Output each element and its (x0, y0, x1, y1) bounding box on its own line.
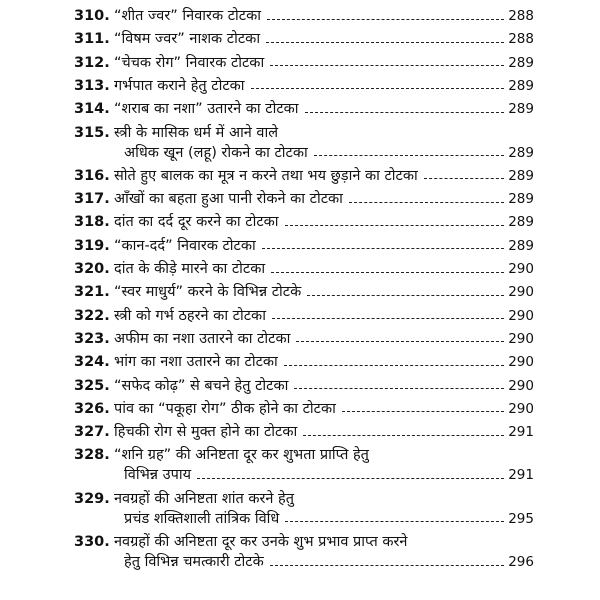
page-number: 290 (508, 307, 534, 324)
page-number: 295 (508, 510, 534, 527)
entry-title-line: “विषम ज्वर” नाशक टोटका (114, 31, 261, 48)
entry-title-line: गर्भपात कराने हेतु टोटका (114, 77, 245, 94)
dot-leader (197, 478, 504, 479)
entry-title-line: भांग का नशा उतारने का टोटका (114, 354, 278, 371)
entry-title-line: सोते हुए बालक का मूत्र न करने तथा भय छुड़ाने का टोटका (114, 167, 418, 184)
entry-number: 324. (74, 354, 110, 371)
entry-title-line: विभिन्न उपाय (124, 467, 191, 484)
entry-title-line: दांत का दर्द दूर करने का टोटका (114, 214, 279, 231)
index-entry (74, 166, 534, 186)
index-entry (74, 352, 534, 372)
page-number: 290 (508, 284, 534, 301)
entry-number: 318. (74, 214, 110, 231)
entry-number: 323. (74, 330, 110, 347)
entry-number: 326. (74, 400, 110, 417)
index-entry (74, 6, 534, 26)
entry-title-line: नवग्रहों की अनिष्टता शांत करने हेतु (114, 490, 295, 507)
entry-title-line: दांत के कीड़े मारने का टोटका (114, 261, 266, 277)
page-number: 290 (508, 377, 534, 394)
dot-leader (285, 521, 504, 522)
page-number: 291 (508, 424, 534, 441)
dot-leader (424, 178, 504, 179)
entry-title-line: प्रचंड शक्तिशाली तांत्रिक विधि (124, 510, 280, 527)
dot-leader (296, 341, 504, 342)
index-entry (74, 123, 534, 163)
index-entry (74, 422, 534, 442)
entry-title-line: अफीम का नशा उतारने का टोटका (114, 330, 291, 347)
page-number: 289 (508, 191, 534, 208)
page-number: 289 (508, 167, 534, 184)
page-number: 290 (508, 354, 534, 371)
index-entry (74, 399, 534, 419)
index-entry (74, 329, 534, 349)
page-number: 289 (508, 101, 534, 118)
entry-number: 319. (74, 237, 110, 254)
page-number: 289 (508, 77, 534, 94)
dot-leader (266, 42, 504, 43)
page-number: 296 (508, 554, 534, 570)
entry-number: 322. (74, 307, 110, 324)
page-number: 289 (508, 214, 534, 231)
index-entry (74, 306, 534, 326)
index-entry (74, 376, 534, 396)
entry-number: 325. (74, 377, 110, 394)
dot-leader (314, 155, 505, 156)
entry-title-line: स्त्री के मासिक धर्म में आने वाले (114, 124, 279, 141)
dot-leader (305, 112, 505, 113)
entry-title-line: आँखों का बहता हुआ पानी रोकने का टोटका (114, 191, 343, 208)
index-entry (74, 489, 534, 529)
index-entry (74, 445, 534, 485)
entry-number: 328. (74, 447, 110, 464)
entry-title-line: पांव का “पकूहा रोग” ठीक होने का टोटका (114, 400, 336, 417)
index-entry (74, 532, 534, 572)
index-entry (74, 282, 534, 302)
page-number: 290 (508, 400, 534, 417)
entry-number: 327. (74, 424, 110, 441)
dot-leader (271, 272, 504, 273)
page-number: 289 (508, 237, 534, 254)
page-number: 290 (508, 261, 534, 277)
dot-leader (267, 19, 504, 20)
index-entry (74, 189, 534, 209)
entry-number: 310. (74, 8, 110, 24)
dot-leader (284, 365, 504, 366)
index-entry (74, 76, 534, 96)
index-entry (74, 259, 534, 279)
index-entry (74, 236, 534, 256)
entry-number: 311. (74, 31, 110, 48)
entry-title-line: हेतु विभिन्न चमत्कारी टोटके (124, 554, 264, 570)
index-entry (74, 99, 534, 119)
dot-leader (349, 202, 504, 203)
entry-title-line: हिचकी रोग से मुक्त होने का टोटका (114, 424, 298, 441)
entry-number: 316. (74, 167, 110, 184)
entry-number: 330. (74, 534, 110, 550)
entry-title-line: नवग्रहों की अनिष्टता दूर कर उनके शुभ प्रभाव प्राप्त करने (114, 534, 408, 550)
dot-leader (262, 248, 504, 249)
entry-number: 312. (74, 54, 110, 71)
dot-leader (294, 388, 504, 389)
entry-number: 313. (74, 77, 110, 94)
entry-title-line: “शराब का नशा” उतारने का टोटका (114, 101, 299, 118)
entry-number: 315. (74, 124, 110, 141)
entry-number: 314. (74, 101, 110, 118)
entry-title-line: “चेचक रोग” निवारक टोटका (114, 54, 265, 71)
dot-leader (251, 88, 505, 89)
entry-number: 317. (74, 191, 110, 208)
entry-number: 320. (74, 261, 110, 277)
dot-leader (270, 565, 505, 566)
index-entry (74, 29, 534, 49)
entry-title-line: “शनि ग्रह” की अनिष्टता दूर कर शुभता प्राप्ति हेतु (114, 447, 369, 464)
dot-leader (285, 225, 505, 226)
entry-title-line: “कान-दर्द” निवारक टोटका (114, 237, 256, 254)
entry-number: 321. (74, 284, 110, 301)
index-entry (74, 212, 534, 232)
page-number: 288 (508, 8, 534, 24)
entry-title-line: स्त्री को गर्भ ठहरने का टोटका (114, 307, 266, 324)
index-entry (74, 53, 534, 73)
dot-leader (272, 318, 504, 319)
entry-title-line: अधिक खून (लहू) रोकने का टोटका (124, 144, 308, 161)
dot-leader (342, 411, 504, 412)
dot-leader (270, 65, 504, 66)
entry-title-line: “स्वर माधुर्य” करने के विभिन्न टोटके (114, 284, 302, 301)
dot-leader (303, 435, 504, 436)
entry-title-line: “सफेद कोढ़” से बचने हेतु टोटका (114, 377, 289, 394)
page-number: 290 (508, 330, 534, 347)
page-number: 288 (508, 31, 534, 48)
dot-leader (307, 295, 504, 296)
entry-number: 329. (74, 490, 110, 507)
page-number: 291 (508, 467, 534, 484)
page-number: 289 (508, 144, 534, 161)
entry-title-line: “शीत ज्वर” निवारक टोटका (114, 8, 261, 24)
page-number: 289 (508, 54, 534, 71)
